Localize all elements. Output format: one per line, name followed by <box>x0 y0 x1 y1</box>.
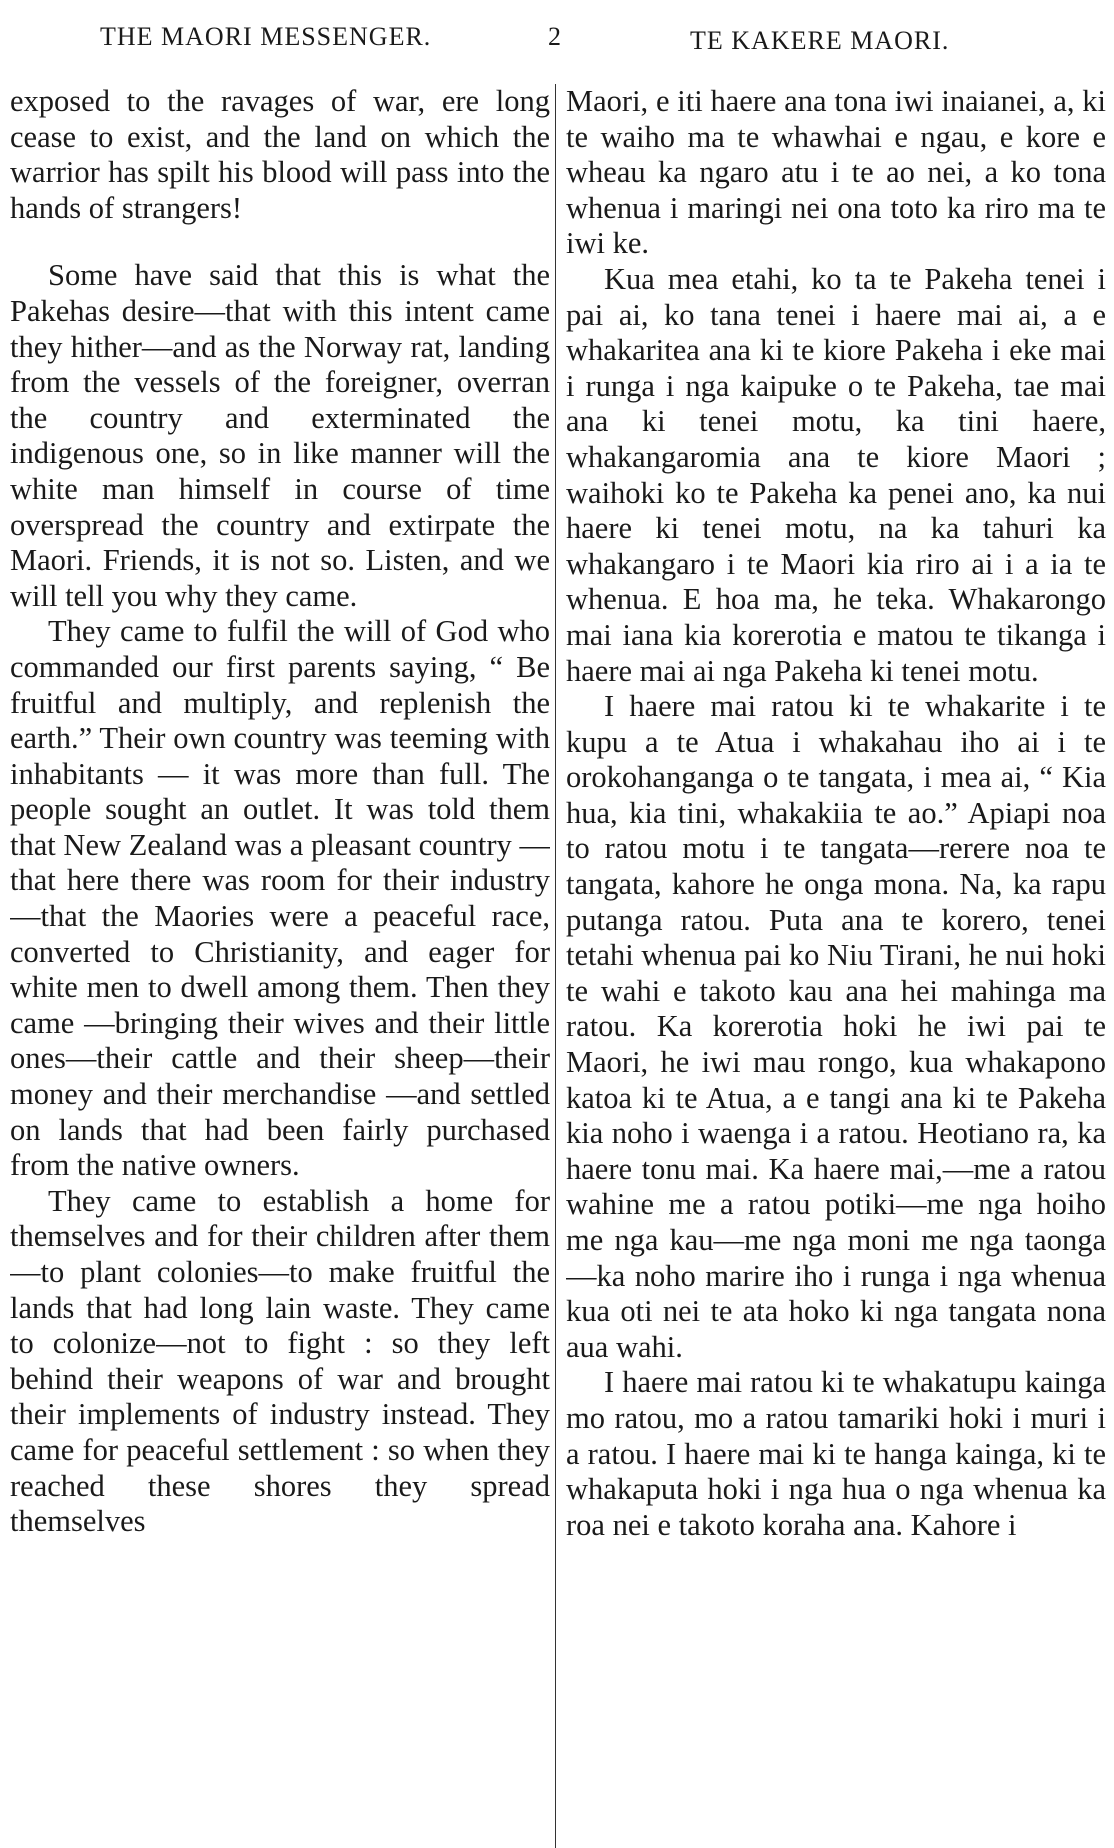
page-number: 2 <box>548 22 562 51</box>
english-paragraph-3: They came to fulfil the will of God who commanded our first parents saying, “ Be fruitful and multiply, and replenish the earth.” Their own country was teeming with inhabitants — it was more than full. The people sought an outlet. It was told them that New Zealand was a pleasant country —that here there was room for their industry—that the Maories were a peaceful race, converted to Christianity, and eager for white men to dwell among them. Then they came —bringing their wives and their little ones—their cattle and their sheep—their money and their merchandise —and settled on lands that had been fairly purchased from the native owners. <box>10 614 550 1183</box>
maori-paragraph-4: I haere mai ratou ki te whakatupu kainga mo ratou, mo a ratou tamariki hoki i muri i a ratou. I haere mai ki te hanga kainga, ki te whakaputa hoki i nga hua o nga whenua ka roa nei e takoto koraha ana. Kahore i <box>566 1365 1106 1542</box>
column-divider <box>555 84 556 1848</box>
english-column <box>10 84 550 1844</box>
maori-paragraph-2: Kua mea etahi, ko ta te Pakeha tenei i pai ai, ko tana tenei i haere mai ai, a e whakaritea ana ki te kiore Pakeha i eke mai i runga i nga kaipuke o te Pakeha, tae mai ana ki tenei motu, ka tini haere, whakangaromia ana te kiore Maori ; waihoki ko te Pakeha ka penei ano, ka nui haere ki tenei motu, na ka tahuri ka whakangaro i te Maori kia riro ai i a ia te whenua. E hoa ma, he teka. Whakarongo mai iana kia korerotia e matou te tikanga i haere mai ai nga Pakeha ki tenei motu. <box>566 261 1106 688</box>
english-paragraph-2: Some have said that this is what the Pakehas desire—that with this intent came they hither—and as the Norway rat, landing from the vessels of the foreigner, overran the country and exterminated the indigenous one, so in like manner will the white man himself in course of time overspread the country and extirpate the Maori. Friends, it is not so. Listen, and we will tell you why they came. <box>10 258 550 613</box>
masthead <box>0 12 1114 72</box>
english-paragraph-4: They came to establish a home for themselves and for their children after them—to plant colonies—to make fruitful the lands that had long lain waste. They came to colonize—not to fight : so they left behind their weapons of war and brought their implements of industry instead. They came for peaceful settlement : so when they reached these shores they spread themselves <box>10 1183 550 1539</box>
maori-column <box>566 84 1106 1844</box>
maori-paragraph-3: I haere mai ratou ki te whakarite i te kupu a te Atua i whakahau iho ai i te orokohanganga o te tangata, i mea ai, “ Kia hua, kia tini, whakakiia te ao.” Apiapi noa to ratou motu i te tangata—rerere noa te tangata, kahore he onga mona. Na, ka rapu putanga ratou. Puta ana te korero, tenei tetahi whenua pai ko Niu Tirani, he nui hoki te wahi e takoto kau ana hei mahinga ma ratou. Ka korerotia hoki he iwi pai te Maori, he iwi mau rongo, kua whakapono katoa ki te Atua, a e tangi ana ki te Pakeha kia noho i waenga i a ratou. Heotiano ra, ka haere tonu mai. Ka haere mai,—me a ratou wahine me a ratou potiki—me nga hoiho me nga kau—me nga moni me nga taonga—ka noho marire iho i runga i nga whenua kua oti nei te ata hoko ki nga tangata nona aua wahi. <box>566 689 1106 1364</box>
maori-title: TE KAKERE MAORI. <box>690 26 950 55</box>
english-paragraph-1: exposed to the ravages of war, ere long cease to exist, and the land on which the warrior has spilt his blood will pass into the hands of strangers! <box>10 84 550 225</box>
maori-paragraph-1: Maori, e iti haere ana tona iwi inaianei, a, ki te waiho ma te whawhai e ngau, e kore e wheau ka ngaro atu i te ao nei, a ko tona whenua i maringi nei ona toto ka riro ma te iwi ke. <box>566 84 1106 261</box>
english-title: THE MAORI MESSENGER. <box>100 22 432 51</box>
